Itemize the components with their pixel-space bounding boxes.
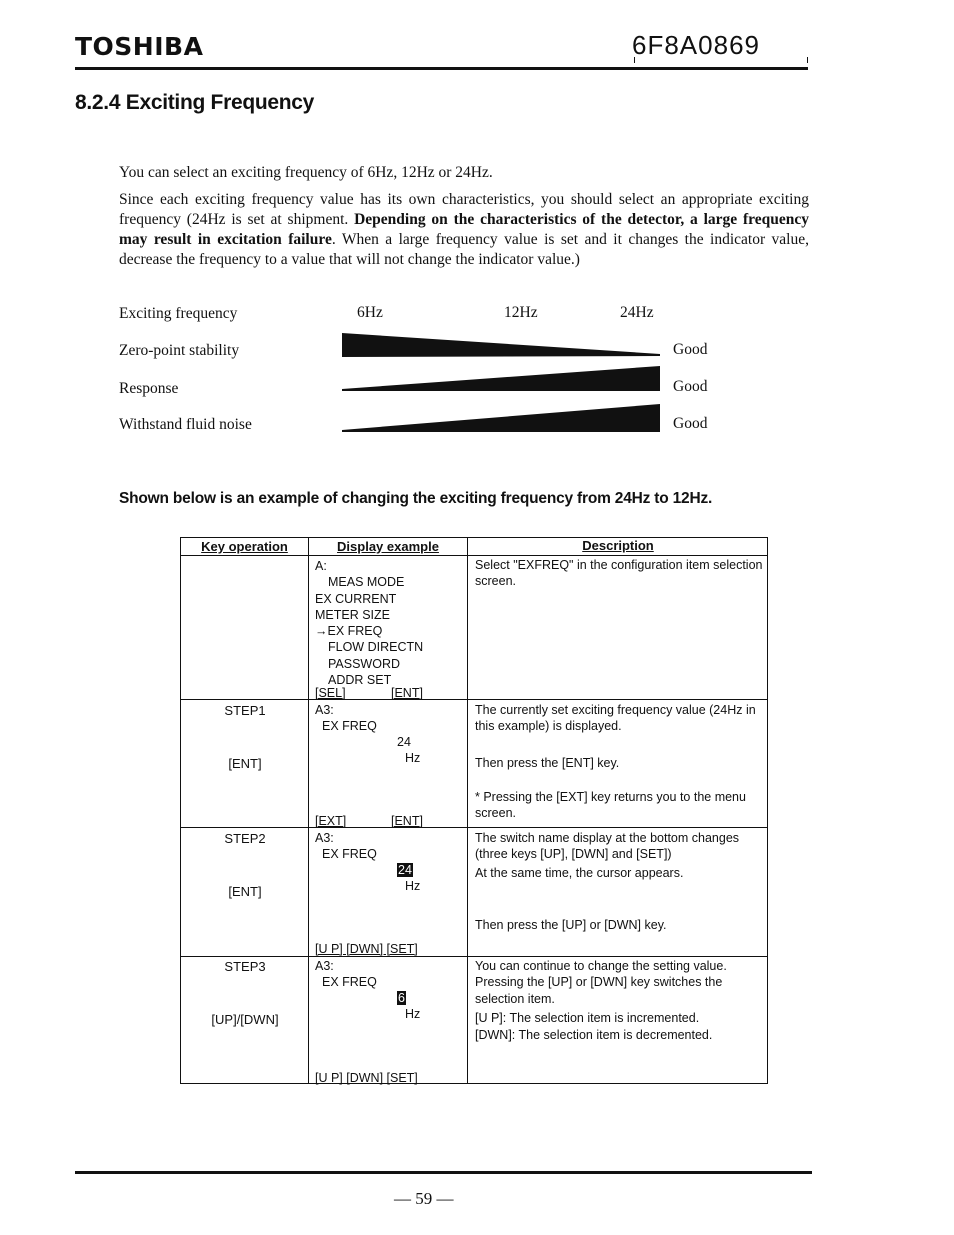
page-number: — 59 — <box>394 1189 454 1208</box>
row2-description-3: Then press the [UP] or [DWN] key. <box>475 918 667 932</box>
display-line: ADDR SET <box>328 673 392 688</box>
document-number: 6F8A0869 <box>632 30 760 60</box>
exciting-frequency-label: Exciting frequency <box>119 305 238 322</box>
row3-description-3: [DWN]: The selection item is decremented. <box>475 1028 713 1042</box>
display-line: FLOW DIRECTN <box>328 640 424 655</box>
row1-display-item: EX FREQ <box>322 719 377 733</box>
header-description <box>468 538 768 553</box>
zero-point-stability-wedge <box>342 333 662 358</box>
intro-p2-text-b: . When a large frequency value is set and it changes the indicator value, decrease the frequency to a value that will not change the indicator value.) <box>119 231 809 268</box>
display-line: A: <box>315 559 327 573</box>
zero-point-stability-label: Zero-point stability <box>119 342 240 359</box>
row3-display-title: A3: <box>315 959 334 973</box>
intro-paragraph-1: You can select an exciting frequency of 6Hz, 12Hz or 24Hz. <box>119 164 493 181</box>
row1-softkey-ent: [ENT] <box>391 814 423 828</box>
row-divider <box>181 699 767 700</box>
header-rule <box>75 67 808 70</box>
row1-display-title: A3: <box>315 703 334 717</box>
row1-description-3: * Pressing the [EXT] key returns you to the menu screen. <box>475 790 746 821</box>
row1-step: STEP1 <box>224 703 266 718</box>
withstand-fluid-noise-wedge <box>342 404 662 433</box>
row2-step: STEP2 <box>224 831 266 846</box>
row2-description-2: At the same time, the cursor appears. <box>475 866 684 880</box>
zero-point-stability-good: Good <box>673 341 708 358</box>
intro-p2-warning: Depending on the characteristics of the detector, a large frequency may result in excitation failure <box>119 211 809 248</box>
row-divider <box>181 827 767 828</box>
freq-label-6hz: 6Hz <box>357 304 383 321</box>
header-description-text: Description <box>582 538 654 553</box>
row1-description-2: Then press the [ENT] key. <box>475 756 620 770</box>
header-display-example <box>309 539 467 554</box>
row2-softkeys: [U P] [DWN] [SET] <box>315 942 418 956</box>
brand-logo: TOSHIBA <box>75 32 204 61</box>
display-line: METER SIZE <box>315 607 391 622</box>
freq-label-12hz: 12Hz <box>504 304 538 321</box>
row1-key: [ENT] <box>228 756 262 771</box>
row1-description-1: The currently set exciting frequency value (24Hz in this example) is displayed. <box>475 703 756 734</box>
row1-softkey-ext: [EXT] <box>315 814 347 828</box>
response-good: Good <box>673 378 708 395</box>
withstand-fluid-noise-label: Withstand fluid noise <box>119 416 252 433</box>
intro-p2-text-a: Since each exciting frequency value has its own characteristics, you should select an appropriate exciting frequency (24Hz is set at shipment. <box>119 191 809 228</box>
intro-paragraph-2 <box>119 190 809 270</box>
header-divider <box>181 555 767 556</box>
row3-cursor: 6 <box>398 991 405 1005</box>
row3-step: STEP3 <box>224 959 266 974</box>
withstand-fluid-noise-good: Good <box>673 415 708 432</box>
section-title: 8.2.4 Exciting Frequency <box>75 91 315 114</box>
steps-table <box>180 537 768 1084</box>
display-line: EX CURRENT <box>315 591 397 606</box>
row2-display-unit: Hz <box>405 879 421 893</box>
withstand-fluid-noise-bar <box>342 404 660 432</box>
display-line: →EX FREQ <box>315 624 383 639</box>
example-heading: Shown below is an example of changing the exciting frequency from 24Hz to 12Hz. <box>119 490 713 507</box>
row1-display-value: 24 <box>397 735 411 749</box>
document-number-underline <box>634 57 808 63</box>
zero-point-stability-bar <box>342 333 660 357</box>
row2-display-item: EX FREQ <box>322 847 377 861</box>
response-wedge <box>342 366 662 392</box>
row3-description-2: [U P]: The selection item is incremented. <box>475 1011 700 1025</box>
row2-display-title: A3: <box>315 831 334 845</box>
row3-description-1: You can continue to change the setting value. Pressing the [UP] or [DWN] key switches the selection item. <box>475 959 727 1006</box>
row2-cursor: 24 <box>398 863 412 877</box>
row3-key: [UP]/[DWN] <box>211 1012 279 1027</box>
display-line: MEAS MODE <box>328 575 405 590</box>
row3-display-value <box>397 990 406 1006</box>
row2-key: [ENT] <box>228 884 262 899</box>
row2-description-1: The switch name display at the bottom changes (three keys [UP], [DWN] and [SET]) <box>475 831 740 862</box>
response-label: Response <box>119 380 179 397</box>
freq-label-24hz: 24Hz <box>620 304 654 321</box>
row0-softkey-ent: [ENT] <box>391 686 423 700</box>
column-divider <box>467 538 468 1083</box>
response-bar <box>342 366 660 391</box>
row3-display-item: EX FREQ <box>322 975 377 989</box>
row0-display <box>315 558 423 688</box>
header-key-operation <box>181 539 308 554</box>
row0-description: Select "EXFREQ" in the configuration item selection screen. <box>475 558 763 589</box>
row2-display-value <box>397 862 413 878</box>
column-divider <box>308 538 309 1083</box>
header-key-operation-text: Key operation <box>201 539 288 554</box>
display-line: PASSWORD <box>328 656 400 671</box>
row3-display-unit: Hz <box>405 1007 421 1021</box>
header-display-example-text: Display example <box>337 539 439 554</box>
row0-softkey-sel: [SEL] <box>315 686 346 700</box>
row-divider <box>181 956 767 957</box>
row3-softkeys: [U P] [DWN] [SET] <box>315 1071 418 1085</box>
row1-display-unit: Hz <box>405 751 421 765</box>
footer-rule <box>75 1171 812 1174</box>
